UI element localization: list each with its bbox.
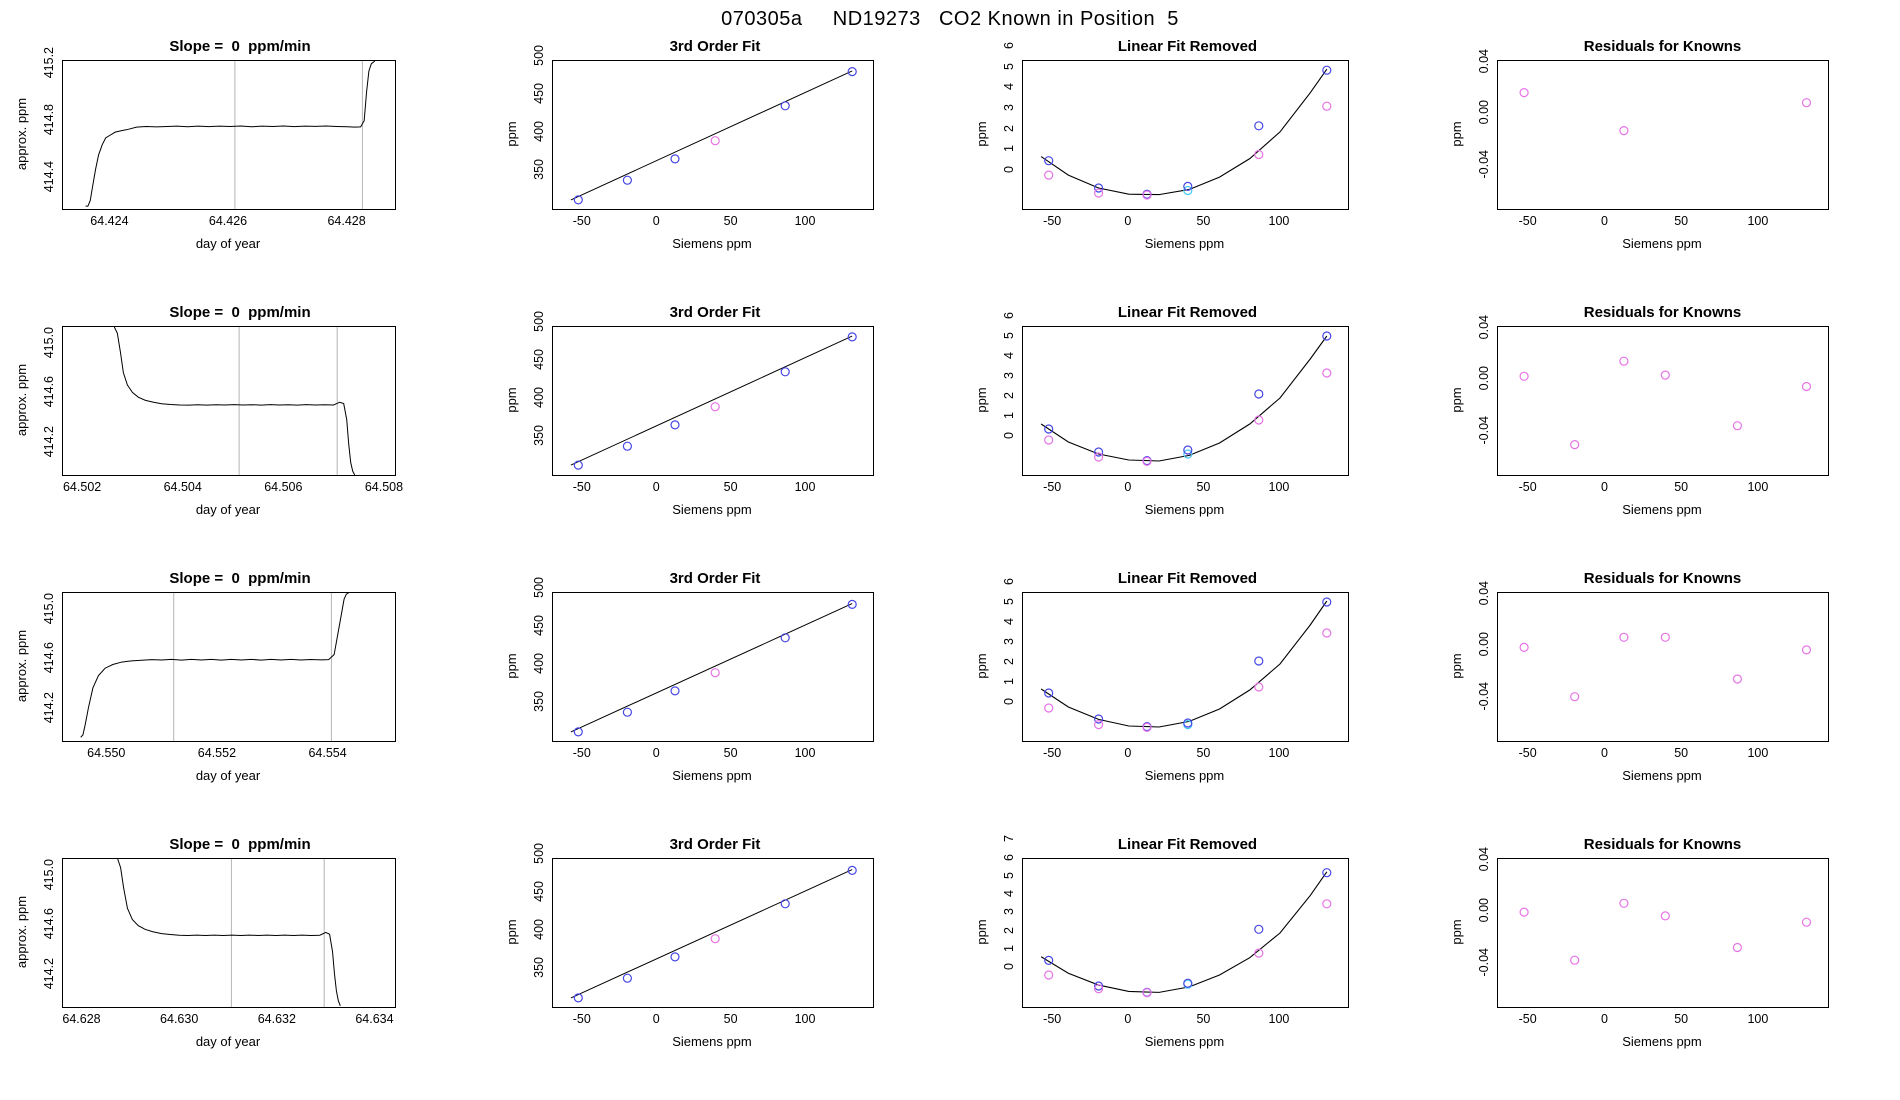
y-tick-label: 414.4 bbox=[42, 160, 56, 193]
y-tick-label: 0.04 bbox=[1477, 314, 1491, 340]
y-tick-label: 414.2 bbox=[42, 957, 56, 989]
y-tick-label: 414.6 bbox=[42, 908, 56, 940]
x-tick-label: 100 bbox=[1268, 480, 1290, 494]
y-tick-label: 450 bbox=[532, 83, 546, 104]
x-tick-label: 100 bbox=[1268, 214, 1290, 228]
x-tick-label: 100 bbox=[1747, 480, 1769, 494]
x-tick-label: 100 bbox=[794, 480, 816, 494]
x-axis-label: Siemens ppm bbox=[672, 502, 752, 517]
y-tick-label: 414.6 bbox=[42, 642, 56, 674]
y-tick-label: 4 bbox=[1002, 890, 1016, 898]
plot-area bbox=[62, 858, 396, 1008]
panel-grid bbox=[0, 34, 1900, 1100]
y-tick-label: 5 bbox=[1002, 62, 1016, 70]
y-tick-label: 350 bbox=[532, 159, 546, 180]
x-tick-label: -50 bbox=[1518, 480, 1537, 494]
x-tick-label: 0 bbox=[1600, 1012, 1608, 1026]
plot-panel bbox=[0, 566, 480, 832]
x-axis-label: day of year bbox=[195, 768, 261, 783]
y-tick-label: 414.8 bbox=[42, 104, 56, 136]
x-tick-label: 50 bbox=[1674, 1012, 1689, 1026]
x-axis-label: Siemens ppm bbox=[1144, 768, 1225, 783]
x-tick-label: 100 bbox=[794, 746, 816, 760]
panel-title: 3rd Order Fit bbox=[669, 304, 761, 321]
x-tick-label: -50 bbox=[1518, 746, 1537, 760]
x-tick-label: 50 bbox=[1196, 480, 1211, 494]
plot-panel bbox=[1425, 300, 1900, 566]
panel-row bbox=[0, 34, 1900, 300]
y-axis-label: ppm bbox=[504, 121, 519, 147]
y-axis-label: ppm bbox=[974, 919, 989, 945]
y-tick-label: 5 bbox=[1002, 871, 1016, 879]
plot-area bbox=[552, 60, 874, 210]
x-axis-label: day of year bbox=[195, 502, 261, 517]
y-tick-label: 1 bbox=[1002, 944, 1016, 952]
panel-title: Residuals for Knowns bbox=[1583, 38, 1742, 55]
plot-area bbox=[1022, 326, 1349, 476]
plot-area bbox=[62, 592, 396, 742]
x-axis-label: Siemens ppm bbox=[1622, 236, 1702, 251]
plot-panel bbox=[950, 832, 1425, 1098]
y-axis-label: approx. ppm bbox=[14, 97, 29, 171]
y-tick-label: 3 bbox=[1002, 372, 1016, 379]
y-tick-label: 0.00 bbox=[1477, 365, 1491, 390]
x-tick-label: 64.628 bbox=[62, 1012, 101, 1026]
panel-row bbox=[0, 300, 1900, 566]
panel-title: Linear Fit Removed bbox=[1117, 836, 1258, 853]
panel-title: 3rd Order Fit bbox=[669, 836, 761, 853]
y-axis-label: ppm bbox=[1449, 653, 1464, 679]
y-tick-label: 6 bbox=[1002, 853, 1016, 861]
x-tick-label: 64.504 bbox=[163, 480, 202, 494]
x-tick-label: 100 bbox=[1268, 746, 1290, 760]
x-tick-label: 50 bbox=[723, 480, 738, 494]
x-tick-label: 0 bbox=[652, 480, 660, 494]
y-axis-label: ppm bbox=[1449, 387, 1464, 413]
y-tick-label: 500 bbox=[532, 843, 546, 865]
y-tick-label: 4 bbox=[1002, 83, 1016, 91]
y-tick-label: 5 bbox=[1002, 598, 1016, 605]
y-tick-label: 1 bbox=[1002, 145, 1016, 153]
y-tick-label: 0 bbox=[1002, 432, 1016, 439]
x-tick-label: 50 bbox=[1674, 746, 1689, 760]
plot-area bbox=[1497, 60, 1829, 210]
panel-title: 3rd Order Fit bbox=[669, 570, 761, 587]
plot-panel bbox=[950, 300, 1425, 566]
x-tick-label: 0 bbox=[1124, 1012, 1132, 1026]
y-tick-label: 400 bbox=[532, 919, 546, 940]
x-axis-label: Siemens ppm bbox=[1622, 1034, 1702, 1049]
y-tick-label: 350 bbox=[532, 957, 546, 978]
y-axis-label: ppm bbox=[1449, 919, 1464, 945]
x-tick-label: 64.634 bbox=[355, 1012, 394, 1026]
plot-panel bbox=[1425, 832, 1900, 1098]
x-tick-label: -50 bbox=[1043, 1012, 1062, 1026]
x-axis-label: Siemens ppm bbox=[672, 768, 752, 783]
y-tick-label: 450 bbox=[532, 615, 546, 636]
y-tick-label: 6 bbox=[1002, 312, 1016, 319]
x-tick-label: 100 bbox=[1747, 746, 1769, 760]
y-tick-label: 415.2 bbox=[42, 47, 56, 79]
x-tick-label: 0 bbox=[1600, 214, 1608, 228]
y-axis-label: approx. ppm bbox=[14, 629, 29, 703]
x-tick-label: 0 bbox=[1124, 480, 1132, 494]
y-tick-label: 0.00 bbox=[1477, 631, 1491, 656]
x-axis-label: day of year bbox=[195, 1034, 261, 1049]
y-tick-label: 350 bbox=[532, 425, 546, 446]
x-tick-label: 64.508 bbox=[364, 480, 404, 494]
plot-area bbox=[1022, 60, 1349, 210]
y-tick-label: -0.04 bbox=[1477, 416, 1491, 445]
y-tick-label: 414.6 bbox=[42, 376, 56, 408]
y-tick-label: -0.04 bbox=[1477, 948, 1491, 977]
x-axis-label: Siemens ppm bbox=[672, 1034, 752, 1049]
x-tick-label: 0 bbox=[1600, 480, 1608, 494]
y-tick-label: 3 bbox=[1002, 638, 1016, 645]
x-tick-label: 64.550 bbox=[87, 746, 126, 760]
y-axis-label: ppm bbox=[974, 653, 989, 679]
panel-title: Slope = 0 ppm/min bbox=[169, 38, 311, 55]
x-tick-label: -50 bbox=[572, 214, 591, 228]
y-axis-label: ppm bbox=[504, 919, 519, 945]
plot-area bbox=[62, 60, 396, 210]
x-tick-label: 50 bbox=[723, 1012, 738, 1026]
y-tick-label: 0 bbox=[1002, 963, 1016, 971]
x-tick-label: 0 bbox=[652, 1012, 660, 1026]
y-axis-label: ppm bbox=[1449, 121, 1464, 147]
plot-panel bbox=[950, 34, 1425, 300]
x-tick-label: 100 bbox=[1747, 214, 1769, 228]
y-tick-label: 3 bbox=[1002, 908, 1016, 916]
x-tick-label: 100 bbox=[794, 1012, 816, 1026]
panel-title: Slope = 0 ppm/min bbox=[169, 570, 311, 587]
y-tick-label: 414.2 bbox=[42, 691, 56, 723]
plot-panel bbox=[480, 34, 950, 300]
plot-area bbox=[62, 326, 396, 476]
x-axis-label: Siemens ppm bbox=[1622, 502, 1702, 517]
y-tick-label: 415.0 bbox=[42, 326, 56, 359]
y-tick-label: 1 bbox=[1002, 678, 1016, 685]
plot-panel bbox=[0, 300, 480, 566]
x-tick-label: 0 bbox=[1124, 214, 1132, 228]
plot-panel bbox=[480, 566, 950, 832]
plot-panel bbox=[480, 300, 950, 566]
plot-area bbox=[1022, 592, 1349, 742]
x-tick-label: -50 bbox=[572, 746, 591, 760]
panel-title: Linear Fit Removed bbox=[1117, 570, 1258, 587]
y-tick-label: 7 bbox=[1002, 835, 1016, 843]
panel-title: 3rd Order Fit bbox=[669, 38, 761, 55]
plot-area bbox=[1497, 858, 1829, 1008]
plot-panel bbox=[1425, 34, 1900, 300]
y-tick-label: 414.2 bbox=[42, 425, 56, 457]
x-tick-label: 50 bbox=[723, 746, 738, 760]
panel-title: Residuals for Knowns bbox=[1583, 570, 1742, 587]
y-tick-label: 0.04 bbox=[1477, 48, 1491, 74]
y-axis-label: approx. ppm bbox=[14, 363, 29, 437]
x-axis-label: Siemens ppm bbox=[1144, 236, 1225, 251]
panel-title: Slope = 0 ppm/min bbox=[169, 836, 311, 853]
x-tick-label: 0 bbox=[1600, 746, 1608, 760]
x-tick-label: -50 bbox=[1518, 214, 1537, 228]
y-tick-label: 400 bbox=[532, 387, 546, 408]
y-tick-label: -0.04 bbox=[1477, 150, 1491, 179]
panel-row bbox=[0, 566, 1900, 832]
x-tick-label: 50 bbox=[1674, 214, 1689, 228]
panel-title: Linear Fit Removed bbox=[1117, 304, 1258, 321]
y-tick-label: 415.0 bbox=[42, 858, 56, 891]
y-tick-label: 6 bbox=[1002, 578, 1016, 585]
y-tick-label: 500 bbox=[532, 311, 546, 333]
x-axis-label: Siemens ppm bbox=[672, 236, 752, 251]
y-axis-label: approx. ppm bbox=[14, 895, 29, 969]
y-tick-label: 350 bbox=[532, 691, 546, 712]
plot-panel bbox=[480, 832, 950, 1098]
y-tick-label: 0 bbox=[1002, 165, 1016, 173]
x-tick-label: 64.428 bbox=[327, 214, 366, 228]
panel-title: Residuals for Knowns bbox=[1583, 836, 1742, 853]
y-axis-label: ppm bbox=[504, 653, 519, 679]
y-tick-label: 5 bbox=[1002, 332, 1016, 339]
x-tick-label: 0 bbox=[652, 746, 660, 760]
y-tick-label: 2 bbox=[1002, 658, 1016, 665]
x-tick-label: -50 bbox=[1043, 480, 1062, 494]
y-tick-label: 0.00 bbox=[1477, 897, 1491, 922]
x-tick-label: 50 bbox=[1674, 480, 1689, 494]
x-tick-label: 100 bbox=[1747, 1012, 1769, 1026]
y-tick-label: 400 bbox=[532, 121, 546, 142]
y-tick-label: 450 bbox=[532, 881, 546, 902]
panel-title: Linear Fit Removed bbox=[1117, 38, 1258, 55]
plot-area bbox=[1022, 858, 1349, 1008]
x-tick-label: 0 bbox=[652, 214, 660, 228]
x-tick-label: 64.554 bbox=[308, 746, 347, 760]
x-tick-label: 50 bbox=[1196, 214, 1211, 228]
y-tick-label: 2 bbox=[1002, 124, 1016, 132]
y-axis-label: ppm bbox=[974, 121, 989, 147]
x-tick-label: 100 bbox=[1268, 1012, 1290, 1026]
y-axis-label: ppm bbox=[974, 387, 989, 413]
x-axis-label: day of year bbox=[195, 236, 261, 251]
y-tick-label: 4 bbox=[1002, 618, 1016, 625]
panel-title: Slope = 0 ppm/min bbox=[169, 304, 311, 321]
panel-title: Residuals for Knowns bbox=[1583, 304, 1742, 321]
y-tick-label: -0.04 bbox=[1477, 682, 1491, 711]
y-tick-label: 500 bbox=[532, 577, 546, 599]
x-tick-label: 50 bbox=[1196, 746, 1211, 760]
y-tick-label: 4 bbox=[1002, 352, 1016, 359]
y-tick-label: 2 bbox=[1002, 392, 1016, 399]
y-tick-label: 1 bbox=[1002, 412, 1016, 419]
x-tick-label: 64.630 bbox=[160, 1012, 199, 1026]
plot-area bbox=[552, 326, 874, 476]
x-tick-label: 100 bbox=[794, 214, 816, 228]
x-tick-label: 64.506 bbox=[264, 480, 303, 494]
x-tick-label: 64.502 bbox=[62, 480, 102, 494]
x-axis-label: Siemens ppm bbox=[1144, 1034, 1225, 1049]
x-tick-label: -50 bbox=[1043, 746, 1062, 760]
y-tick-label: 6 bbox=[1002, 42, 1016, 50]
x-tick-label: 64.426 bbox=[208, 214, 248, 228]
x-axis-label: Siemens ppm bbox=[1144, 502, 1225, 517]
x-tick-label: 64.632 bbox=[257, 1012, 296, 1026]
y-tick-label: 415.0 bbox=[42, 592, 56, 625]
x-tick-label: -50 bbox=[1043, 214, 1062, 228]
panel-row bbox=[0, 832, 1900, 1098]
y-tick-label: 400 bbox=[532, 653, 546, 674]
x-tick-label: 0 bbox=[1124, 746, 1132, 760]
y-tick-label: 0 bbox=[1002, 698, 1016, 705]
x-axis-label: Siemens ppm bbox=[1622, 768, 1702, 783]
plot-panel bbox=[1425, 566, 1900, 832]
x-tick-label: 50 bbox=[1196, 1012, 1211, 1026]
y-tick-label: 2 bbox=[1002, 926, 1016, 934]
y-tick-label: 0.00 bbox=[1477, 99, 1491, 124]
plot-panel bbox=[950, 566, 1425, 832]
x-tick-label: -50 bbox=[1518, 1012, 1537, 1026]
y-axis-label: ppm bbox=[504, 387, 519, 413]
y-tick-label: 500 bbox=[532, 45, 546, 67]
x-tick-label: -50 bbox=[572, 1012, 591, 1026]
x-tick-label: -50 bbox=[572, 480, 591, 494]
plot-area bbox=[1497, 326, 1829, 476]
plot-panel bbox=[0, 34, 480, 300]
x-tick-label: 64.552 bbox=[197, 746, 237, 760]
x-tick-label: 50 bbox=[723, 214, 738, 228]
figure-title: 070305a ND19273 CO2 Known in Position 5 bbox=[721, 8, 1179, 30]
y-tick-label: 0.04 bbox=[1477, 846, 1491, 872]
plot-area bbox=[552, 858, 874, 1008]
y-tick-label: 450 bbox=[532, 349, 546, 370]
y-tick-label: 0.04 bbox=[1477, 580, 1491, 606]
x-tick-label: 64.424 bbox=[90, 214, 129, 228]
plot-panel bbox=[0, 832, 480, 1098]
plot-area bbox=[1497, 592, 1829, 742]
y-tick-label: 3 bbox=[1002, 104, 1016, 111]
plot-area bbox=[552, 592, 874, 742]
